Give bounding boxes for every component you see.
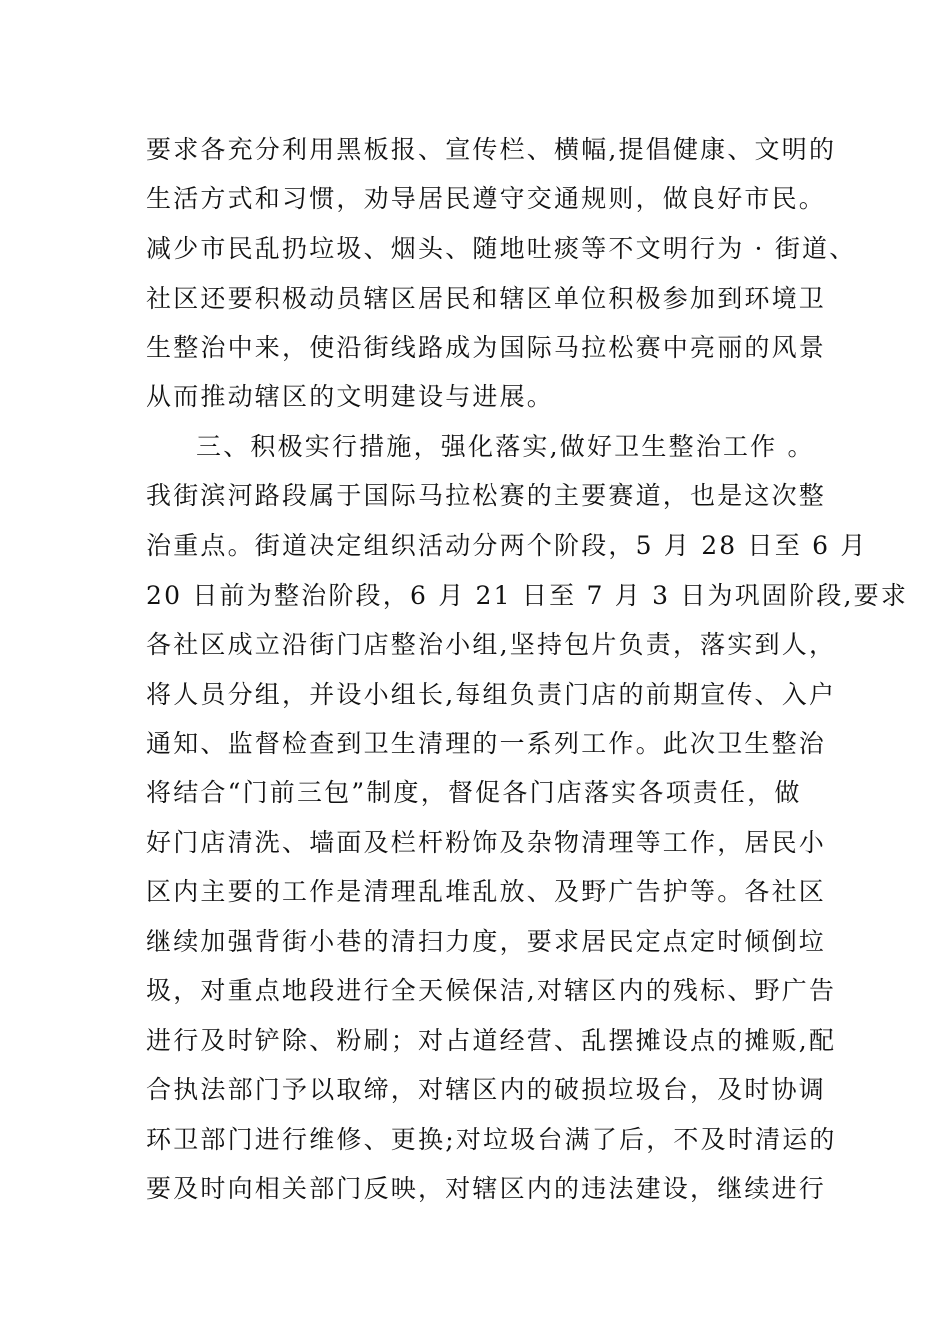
text-line: 生活方式和习惯，劝导居民遵守交通规则，做良好市民。 xyxy=(146,184,827,213)
text-line: 各社区成立沿街门店整治小组,坚持包片负责，落实到人， xyxy=(146,630,837,659)
section-heading: 三、积极实行措施，强化落实,做好卫生整治工作 。 xyxy=(196,432,815,461)
text-line: 我街滨河路段属于国际马拉松赛的主要赛道，也是这次整 xyxy=(146,481,827,510)
text-line: 要及时向相关部门反映，对辖区内的违法建设，继续进行 xyxy=(146,1174,827,1203)
text-line: 进行及时铲除、粉刷；对占道经营、乱摆摊设点的摊贩,配 xyxy=(146,1026,837,1055)
text-line: 从而推动辖区的文明建设与进展。 xyxy=(146,382,555,411)
text-line: 将人员分组，并设小组长,每组负责门店的前期宣传、入户 xyxy=(146,680,837,709)
text-line: 生整治中来，使沿街线路成为国际马拉松赛中亮丽的风景 xyxy=(146,333,827,362)
text-line: 要求各充分利用黑板报、宣传栏、横幅,提倡健康、文明的 xyxy=(146,135,837,164)
text-line: 将结合“门前三包”制度，督促各门店落实各项责任，做 xyxy=(146,778,802,807)
text-line: 合执法部门予以取缔，对辖区内的破损垃圾台，及时协调 xyxy=(146,1075,827,1104)
text-line: 社区还要积极动员辖区居民和辖区单位积极参加到环境卫 xyxy=(146,284,827,313)
text-line: 治重点。街道决定组织活动分两个阶段，5 月 28 日至 6 月 xyxy=(146,531,868,560)
text-line: 区内主要的工作是清理乱堆乱放、及野广告护等。各社区 xyxy=(146,877,827,906)
text-line: 环卫部门进行维修、更换;对垃圾台满了后，不及时清运的 xyxy=(146,1125,837,1154)
text-line: 通知、监督检查到卫生清理的一系列工作。此次卫生整治 xyxy=(146,729,827,758)
text-line: 圾，对重点地段进行全天候保洁,对辖区内的残标、野广告 xyxy=(146,976,837,1005)
text-line: 减少市民乱扔垃圾、烟头、随地吐痰等不文明行为 · 街道、 xyxy=(146,234,857,263)
text-line: 20 日前为整治阶段，6 月 21 日至 7 月 3 日为巩固阶段,要求 xyxy=(146,581,909,610)
text-line: 好门店清洗、墙面及栏杆粉饰及杂物清理等工作，居民小 xyxy=(146,828,827,857)
text-line: 继续加强背街小巷的清扫力度，要求居民定点定时倾倒垃 xyxy=(146,927,827,956)
